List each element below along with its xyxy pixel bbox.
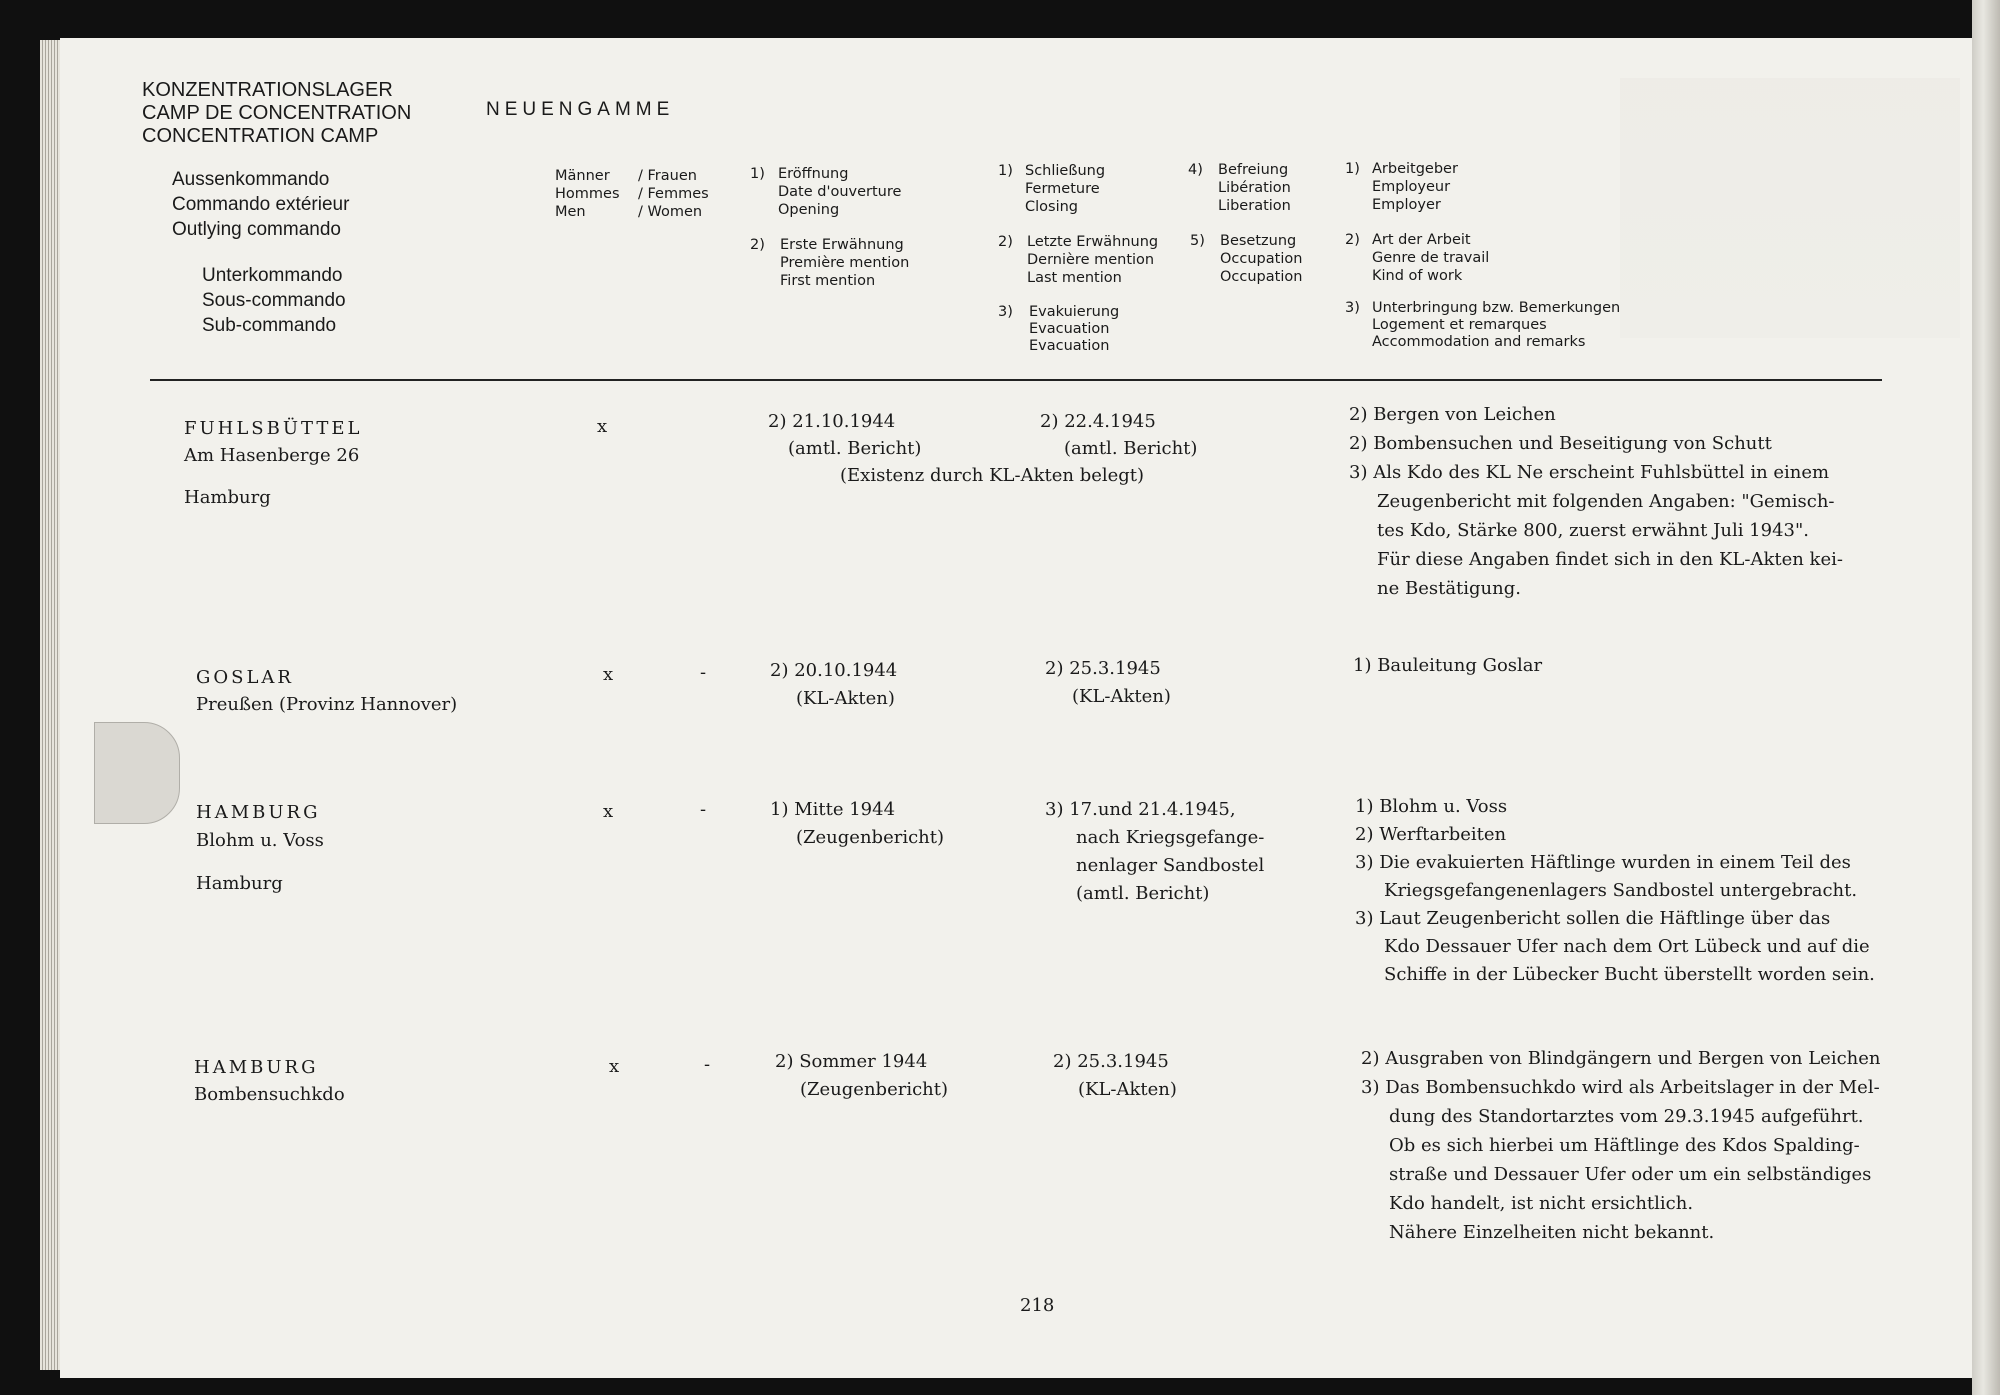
open-2b: Première mention [780,255,910,271]
entry-4-name: HAMBURG [194,1057,319,1078]
entry-2-sub-1: Preußen (Provinz Hannover) [196,694,458,715]
page-number: 218 [1020,1295,1055,1316]
entry-2-open-1: 2) 20.10.1944 [770,660,898,681]
entry-4-close-1: 2) 25.3.1945 [1053,1051,1169,1072]
women-3: / Women [638,204,703,220]
women-1: / Frauen [638,168,697,184]
emp-num3: 3) [1345,300,1360,316]
close-num3: 3) [998,304,1013,320]
show-through-ghost [1620,78,1960,338]
entry-1-open-2: (amtl. Bericht) [788,438,922,459]
entry-1-remark-5: tes Kdo, Stärke 800, zuerst erwähnt Juli 1943". [1377,520,1809,541]
close-1a: Schließung [1025,163,1106,179]
entry-3-remark-2: 2) Werftarbeiten [1355,824,1507,845]
outlying-1: Aussenkommando [172,169,330,190]
emp-num1: 1) [1345,161,1360,177]
entry-1-sub-3: Hamburg [184,487,271,508]
entry-2-open-2: (KL-Akten) [796,688,895,709]
entry-3-men: x [603,801,614,822]
close-2c: Last mention [1027,270,1122,286]
entry-3-sub-1: Blohm u. Voss [196,830,324,851]
entry-4-close-2: (KL-Akten) [1078,1079,1177,1100]
emp-3b: Logement et remarques [1372,317,1547,333]
entry-4-remark-2: 3) Das Bombensuchkdo wird als Arbeitslager in der Mel- [1361,1077,1880,1098]
men-3: Men [555,204,586,220]
open-2c: First mention [780,273,876,289]
entry-4-women: - [704,1054,711,1075]
entry-3-close-3: nenlager Sandbostel [1076,855,1265,876]
entry-4-remark-3: dung des Standortarztes vom 29.3.1945 aufgeführt. [1389,1106,1864,1127]
men-1: Männer [555,168,610,184]
close-3c: Evacuation [1029,338,1110,354]
entry-1-open-1: 2) 21.10.1944 [768,411,896,432]
lib-num4: 4) [1188,162,1203,178]
entry-4-men: x [609,1056,620,1077]
emp-2a: Art der Arbeit [1372,232,1471,248]
entry-4-remark-4: Ob es sich hierbei um Häftlinge des Kdos Spalding- [1389,1135,1860,1156]
men-2: Hommes [555,186,620,202]
entry-3-remark-3: 3) Die evakuierten Häftlinge wurden in einem Teil des [1355,852,1851,873]
entry-4-open-1: 2) Sommer 1944 [775,1051,928,1072]
women-2: / Femmes [638,186,709,202]
entry-4-remark-7: Nähere Einzelheiten nicht bekannt. [1389,1222,1715,1243]
entry-4-remark-6: Kdo handelt, ist nicht ersichtlich. [1389,1193,1694,1214]
lib-5b: Occupation [1220,251,1303,267]
entry-2-men: x [603,664,614,685]
entry-3-close-4: (amtl. Bericht) [1076,883,1210,904]
emp-2b: Genre de travail [1372,250,1490,266]
entry-2-remark-1: 1) Bauleitung Goslar [1353,655,1543,676]
page-tab [94,722,180,824]
emp-3c: Accommodation and remarks [1372,334,1586,350]
camp-name: NEUENGAMME [486,99,675,120]
camp-title-3: CONCENTRATION CAMP [142,125,379,147]
lib-4c: Liberation [1218,198,1291,214]
open-1b: Date d'ouverture [778,184,902,200]
entry-1-remark-6: Für diese Angaben findet sich in den KL-Akten kei- [1377,549,1843,570]
outlying-2: Commando extérieur [172,194,350,215]
open-2a: Erste Erwähnung [780,237,904,253]
lib-5a: Besetzung [1220,233,1297,249]
entry-3-remark-7: Schiffe in der Lübecker Bucht überstellt worden sein. [1384,964,1875,985]
entry-2-close-1: 2) 25.3.1945 [1045,658,1161,679]
entry-3-remark-4: Kriegsgefangenenlagers Sandbostel untergebracht. [1384,880,1858,901]
entry-3-women: - [700,799,707,820]
close-2b: Dernière mention [1027,252,1155,268]
open-num1: 1) [750,166,765,182]
entry-1-remark-3: 3) Als Kdo des KL Ne erscheint Fuhlsbüttel in einem [1349,462,1830,483]
entry-4-open-2: (Zeugenbericht) [800,1079,949,1100]
entry-3-remark-6: Kdo Dessauer Ufer nach dem Ort Lübeck und auf die [1384,936,1870,957]
entry-1-remark-2: 2) Bombensuchen und Beseitigung von Schutt [1349,433,1772,454]
emp-num2: 2) [1345,232,1360,248]
entry-1-remark-7: ne Bestätigung. [1377,578,1521,599]
close-2a: Letzte Erwähnung [1027,234,1159,250]
close-1c: Closing [1025,199,1079,215]
entry-1-close-1: 2) 22.4.1945 [1040,411,1156,432]
entry-2-close-2: (KL-Akten) [1072,686,1171,707]
entry-4-remark-1: 2) Ausgraben von Blindgängern und Bergen von Leichen [1361,1048,1881,1069]
lib-num5: 5) [1190,233,1205,249]
entry-1-sub-1: Am Hasenberge 26 [184,445,360,466]
entry-1-men: x [597,416,608,437]
sub-2: Sous-commando [202,290,346,311]
entry-3-open-1: 1) Mitte 1944 [770,799,896,820]
emp-1a: Arbeitgeber [1372,161,1458,177]
entry-2-name: GOSLAR [196,667,294,688]
emp-1c: Employer [1372,197,1441,213]
emp-3a: Unterbringung bzw. Bemerkungen [1372,300,1621,316]
entry-1-close-2: (amtl. Bericht) [1064,438,1198,459]
emp-2c: Kind of work [1372,268,1463,284]
entry-3-close-1: 3) 17.und 21.4.1945, [1045,799,1236,820]
entry-4-sub-1: Bombensuchkdo [194,1084,345,1105]
entry-2-women: - [700,662,707,683]
entry-3-name: HAMBURG [196,802,321,823]
entry-3-sub-2: Hamburg [196,873,283,894]
camp-title-1: KONZENTRATIONSLAGER [142,79,393,101]
entry-3-remark-5: 3) Laut Zeugenbericht sollen die Häftlinge über das [1355,908,1831,929]
entry-1-remark-4: Zeugenbericht mit folgenden Angaben: "Gemisch- [1377,491,1835,512]
close-1b: Fermeture [1025,181,1100,197]
header-rule [150,379,1882,381]
close-3a: Evakuierung [1029,304,1120,320]
entry-1-remark-1: 2) Bergen von Leichen [1349,404,1556,425]
entry-4-remark-5: straße und Dessauer Ufer oder um ein selbständiges [1389,1164,1872,1185]
book-spine [1972,0,2000,1395]
open-1a: Eröffnung [778,166,849,182]
open-num2: 2) [750,237,765,253]
lib-4a: Befreiung [1218,162,1289,178]
close-3b: Evacuation [1029,321,1110,337]
open-1c: Opening [778,202,840,218]
entry-1-open-3: (Existenz durch KL-Akten belegt) [840,465,1145,486]
camp-title-2: CAMP DE CONCENTRATION [142,102,412,124]
outlying-3: Outlying commando [172,219,341,240]
entry-1-name: FUHLSBÜTTEL [184,418,363,439]
entry-3-open-2: (Zeugenbericht) [796,827,945,848]
lib-4b: Libération [1218,180,1291,196]
entry-3-close-2: nach Kriegsgefange- [1076,827,1265,848]
close-num2: 2) [998,234,1013,250]
close-num1: 1) [998,163,1013,179]
entry-3-remark-1: 1) Blohm u. Voss [1355,796,1508,817]
emp-1b: Employeur [1372,179,1451,195]
lib-5c: Occupation [1220,269,1303,285]
sub-3: Sub-commando [202,315,337,336]
sub-1: Unterkommando [202,265,343,286]
